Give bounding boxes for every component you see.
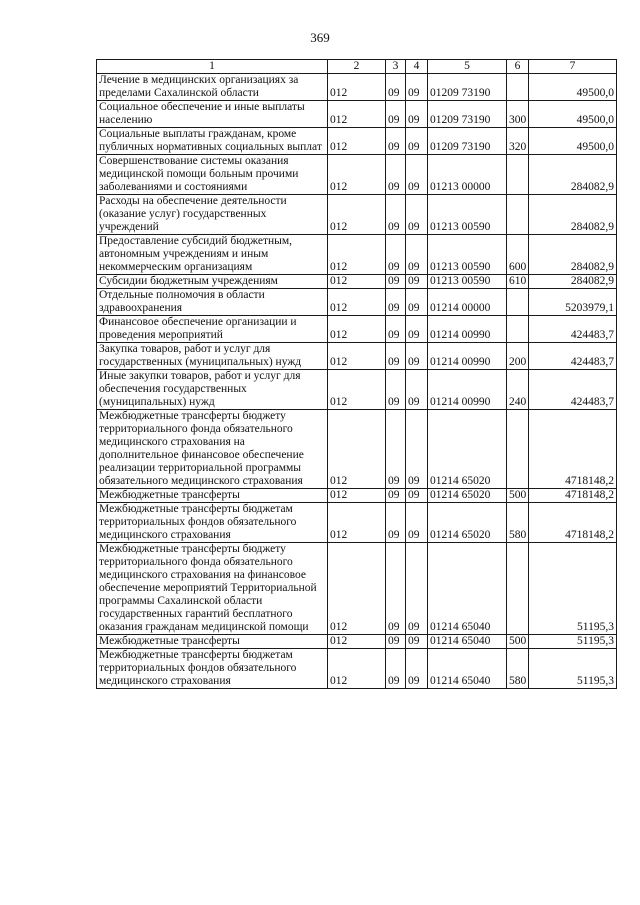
section-code-cell: 09 bbox=[386, 635, 406, 649]
ministry-code-cell: 012 bbox=[328, 370, 386, 410]
table-row bbox=[97, 543, 617, 635]
target-article-cell: 01214 65020 bbox=[428, 410, 507, 489]
expense-type-cell bbox=[507, 543, 529, 635]
amount-cell: 4718148,2 bbox=[529, 489, 617, 503]
expense-type-cell bbox=[507, 289, 529, 316]
column-header: 4 bbox=[406, 60, 428, 74]
expense-type-cell: 500 bbox=[507, 489, 529, 503]
expense-type-cell bbox=[507, 195, 529, 235]
expense-type-cell bbox=[507, 410, 529, 489]
row-name-cell: Социальные выплаты гражданам, кроме публичных нормативных социальных выплат bbox=[97, 128, 328, 155]
section-code-cell: 09 bbox=[386, 235, 406, 275]
ministry-code-cell: 012 bbox=[328, 195, 386, 235]
expense-type-cell bbox=[507, 316, 529, 343]
target-article-cell: 01209 73190 bbox=[428, 128, 507, 155]
ministry-code-cell: 012 bbox=[328, 235, 386, 275]
row-name-cell: Межбюджетные трансферты бюджетам территориальных фондов обязательного медицинского страхования bbox=[97, 503, 328, 543]
subsection-code-cell: 09 bbox=[406, 649, 428, 689]
row-name-cell: Финансовое обеспечение организации и проведения мероприятий bbox=[97, 316, 328, 343]
subsection-code-cell: 09 bbox=[406, 503, 428, 543]
section-code-cell: 09 bbox=[386, 649, 406, 689]
section-code-cell: 09 bbox=[386, 275, 406, 289]
target-article-cell: 01213 00000 bbox=[428, 155, 507, 195]
expense-type-cell: 580 bbox=[507, 649, 529, 689]
ministry-code-cell: 012 bbox=[328, 410, 386, 489]
table-row bbox=[97, 489, 617, 503]
expense-type-cell: 580 bbox=[507, 503, 529, 543]
section-code-cell: 09 bbox=[386, 74, 406, 101]
section-code-cell: 09 bbox=[386, 128, 406, 155]
target-article-cell: 01214 00990 bbox=[428, 343, 507, 370]
target-article-cell: 01214 00990 bbox=[428, 370, 507, 410]
row-name-cell: Расходы на обеспечение деятельности (оказание услуг) государственных учреждений bbox=[97, 195, 328, 235]
row-name-cell: Отдельные полномочия в области здравоохранения bbox=[97, 289, 328, 316]
section-code-cell: 09 bbox=[386, 343, 406, 370]
subsection-code-cell: 09 bbox=[406, 543, 428, 635]
ministry-code-cell: 012 bbox=[328, 316, 386, 343]
ministry-code-cell: 012 bbox=[328, 503, 386, 543]
table-row bbox=[97, 235, 617, 275]
amount-cell: 284082,9 bbox=[529, 155, 617, 195]
column-header: 1 bbox=[97, 60, 328, 74]
subsection-code-cell: 09 bbox=[406, 289, 428, 316]
table-row bbox=[97, 128, 617, 155]
amount-cell: 49500,0 bbox=[529, 74, 617, 101]
amount-cell: 424483,7 bbox=[529, 370, 617, 410]
ministry-code-cell: 012 bbox=[328, 155, 386, 195]
target-article-cell: 01214 65040 bbox=[428, 649, 507, 689]
subsection-code-cell: 09 bbox=[406, 128, 428, 155]
ministry-code-cell: 012 bbox=[328, 275, 386, 289]
ministry-code-cell: 012 bbox=[328, 128, 386, 155]
amount-cell: 284082,9 bbox=[529, 235, 617, 275]
row-name-cell: Межбюджетные трансферты бюджету территориального фонда обязательного медицинского страхования на финансовое обеспечение мероприятий Территориальной программы Сахалинской области государственных гарантий бесплатного оказания гражданам медицинской помощи bbox=[97, 543, 328, 635]
amount-cell: 49500,0 bbox=[529, 101, 617, 128]
amount-cell: 51195,3 bbox=[529, 649, 617, 689]
section-code-cell: 09 bbox=[386, 410, 406, 489]
subsection-code-cell: 09 bbox=[406, 155, 428, 195]
section-code-cell: 09 bbox=[386, 503, 406, 543]
subsection-code-cell: 09 bbox=[406, 489, 428, 503]
subsection-code-cell: 09 bbox=[406, 195, 428, 235]
amount-cell: 4718148,2 bbox=[529, 410, 617, 489]
section-code-cell: 09 bbox=[386, 489, 406, 503]
subsection-code-cell: 09 bbox=[406, 235, 428, 275]
row-name-cell: Межбюджетные трансферты бюджету территориального фонда обязательного медицинского страхования на дополнительное финансовое обеспечение реализации территориальной программы обязательного медицинского страхования bbox=[97, 410, 328, 489]
target-article-cell: 01214 00000 bbox=[428, 289, 507, 316]
page-number: 369 bbox=[310, 30, 330, 45]
table-row bbox=[97, 343, 617, 370]
section-code-cell: 09 bbox=[386, 289, 406, 316]
column-header: 5 bbox=[428, 60, 507, 74]
amount-cell: 51195,3 bbox=[529, 543, 617, 635]
ministry-code-cell: 012 bbox=[328, 543, 386, 635]
subsection-code-cell: 09 bbox=[406, 101, 428, 128]
target-article-cell: 01213 00590 bbox=[428, 195, 507, 235]
table-row bbox=[97, 289, 617, 316]
expense-type-cell: 600 bbox=[507, 235, 529, 275]
target-article-cell: 01213 00590 bbox=[428, 275, 507, 289]
section-code-cell: 09 bbox=[386, 370, 406, 410]
column-header: 6 bbox=[507, 60, 529, 74]
expense-type-cell: 320 bbox=[507, 128, 529, 155]
target-article-cell: 01213 00590 bbox=[428, 235, 507, 275]
expense-type-cell bbox=[507, 74, 529, 101]
ministry-code-cell: 012 bbox=[328, 649, 386, 689]
ministry-code-cell: 012 bbox=[328, 489, 386, 503]
row-name-cell: Межбюджетные трансферты бюджетам территориальных фондов обязательного медицинского страхования bbox=[97, 649, 328, 689]
table-body bbox=[97, 74, 617, 689]
amount-cell: 51195,3 bbox=[529, 635, 617, 649]
row-name-cell: Лечение в медицинских организациях за пределами Сахалинской области bbox=[97, 74, 328, 101]
table-row bbox=[97, 74, 617, 101]
row-name-cell: Межбюджетные трансферты bbox=[97, 489, 328, 503]
expense-type-cell: 240 bbox=[507, 370, 529, 410]
target-article-cell: 01209 73190 bbox=[428, 101, 507, 128]
column-number-row bbox=[97, 60, 617, 74]
section-code-cell: 09 bbox=[386, 316, 406, 343]
expense-type-cell: 200 bbox=[507, 343, 529, 370]
table-row bbox=[97, 410, 617, 489]
row-name-cell: Субсидии бюджетным учреждениям bbox=[97, 275, 328, 289]
column-header: 7 bbox=[529, 60, 617, 74]
target-article-cell: 01209 73190 bbox=[428, 74, 507, 101]
ministry-code-cell: 012 bbox=[328, 289, 386, 316]
table-row bbox=[97, 275, 617, 289]
amount-cell: 284082,9 bbox=[529, 275, 617, 289]
column-header: 2 bbox=[328, 60, 386, 74]
column-header: 3 bbox=[386, 60, 406, 74]
amount-cell: 284082,9 bbox=[529, 195, 617, 235]
amount-cell: 424483,7 bbox=[529, 343, 617, 370]
table-row bbox=[97, 370, 617, 410]
row-name-cell: Межбюджетные трансферты bbox=[97, 635, 328, 649]
amount-cell: 424483,7 bbox=[529, 316, 617, 343]
expense-type-cell: 300 bbox=[507, 101, 529, 128]
table-row bbox=[97, 195, 617, 235]
subsection-code-cell: 09 bbox=[406, 370, 428, 410]
expense-type-cell: 610 bbox=[507, 275, 529, 289]
subsection-code-cell: 09 bbox=[406, 74, 428, 101]
expense-type-cell: 500 bbox=[507, 635, 529, 649]
table-row bbox=[97, 503, 617, 543]
table-row bbox=[97, 635, 617, 649]
table-row bbox=[97, 649, 617, 689]
subsection-code-cell: 09 bbox=[406, 635, 428, 649]
amount-cell: 4718148,2 bbox=[529, 503, 617, 543]
table-row bbox=[97, 155, 617, 195]
subsection-code-cell: 09 bbox=[406, 343, 428, 370]
section-code-cell: 09 bbox=[386, 155, 406, 195]
amount-cell: 5203979,1 bbox=[529, 289, 617, 316]
row-name-cell: Иные закупки товаров, работ и услуг для обеспечения государственных (муниципальных) нужд bbox=[97, 370, 328, 410]
target-article-cell: 01214 65040 bbox=[428, 543, 507, 635]
table-row bbox=[97, 316, 617, 343]
subsection-code-cell: 09 bbox=[406, 410, 428, 489]
section-code-cell: 09 bbox=[386, 543, 406, 635]
subsection-code-cell: 09 bbox=[406, 316, 428, 343]
amount-cell: 49500,0 bbox=[529, 128, 617, 155]
subsection-code-cell: 09 bbox=[406, 275, 428, 289]
target-article-cell: 01214 65020 bbox=[428, 503, 507, 543]
target-article-cell: 01214 65020 bbox=[428, 489, 507, 503]
section-code-cell: 09 bbox=[386, 101, 406, 128]
target-article-cell: 01214 65040 bbox=[428, 635, 507, 649]
row-name-cell: Предоставление субсидий бюджетным, автономным учреждениям и иным некоммерческим организациям bbox=[97, 235, 328, 275]
expense-type-cell bbox=[507, 155, 529, 195]
target-article-cell: 01214 00990 bbox=[428, 316, 507, 343]
row-name-cell: Закупка товаров, работ и услуг для государственных (муниципальных) нужд bbox=[97, 343, 328, 370]
ministry-code-cell: 012 bbox=[328, 74, 386, 101]
row-name-cell: Совершенствование системы оказания медицинской помощи больным прочими заболеваниями и состояниями bbox=[97, 155, 328, 195]
ministry-code-cell: 012 bbox=[328, 101, 386, 128]
budget-table bbox=[96, 59, 617, 689]
table-row bbox=[97, 101, 617, 128]
row-name-cell: Социальное обеспечение и иные выплаты населению bbox=[97, 101, 328, 128]
ministry-code-cell: 012 bbox=[328, 635, 386, 649]
section-code-cell: 09 bbox=[386, 195, 406, 235]
ministry-code-cell: 012 bbox=[328, 343, 386, 370]
